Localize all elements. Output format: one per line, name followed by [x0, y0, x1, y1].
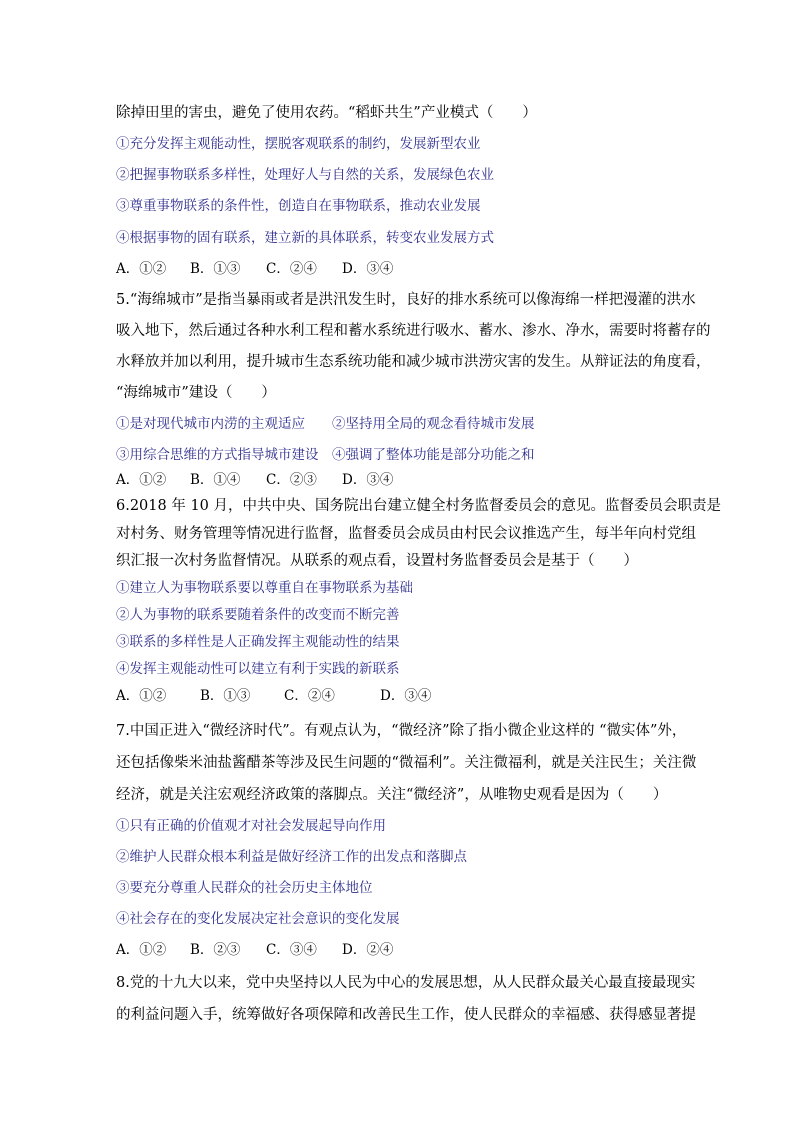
q8-stem-line: 的利益问题入手，统筹做好各项保障和改善民生工作，使人民群众的幸福感、获得感显著提	[116, 1007, 696, 1023]
q7-answer-d: D．②④	[342, 942, 394, 958]
q5-stem-line: 水释放并加以利用，提升城市生态系统功能和减少城市洪涝灾害的发生。从辩证法的角度看，	[116, 354, 711, 370]
q5-answer-c: C．②③	[266, 472, 317, 488]
q7-option-4: ④社会存在的变化发展决定社会意识的变化发展	[116, 911, 400, 927]
q4-option-4: ④根据事物的固有联系，建立新的具体联系，转变农业发展方式	[116, 230, 494, 246]
q7-stem-line: 7.中国正进入“微经济时代”。有观点认为，“微经济”除了指小微企业这样的 “微实体”外，	[116, 723, 687, 739]
q8-stem-line: 8.党的十九大以来，党中央坚持以人民为中心的发展思想，从人民群众最关心最直接最现实	[116, 975, 696, 991]
q6-stem-line: 织汇报一次村务监督情况。从联系的观点看，设置村务监督委员会是基于（ ）	[116, 553, 638, 569]
q6-option-3: ③联系的多样性是人正确发挥主观能动性的结果	[116, 634, 400, 650]
q7-option-3: ③要充分尊重人民群众的社会历史主体地位	[116, 880, 373, 896]
q7-answer-c: C．③④	[266, 942, 317, 958]
q5-options-row-1: ①是对现代城市内涝的主观适应 ②坚持用全局的观念看待城市发展	[116, 416, 535, 432]
q4-stem-line: 除掉田里的害虫，避免了使用农药。“稻虾共生”产业模式（ ）	[116, 105, 537, 121]
q7-option-1: ①只有正确的价值观才对社会发展起导向作用	[116, 818, 386, 834]
q5-options-row-2: ③用综合思维的方式指导城市建设 ④强调了整体功能是部分功能之和	[116, 447, 535, 463]
q7-stem-line: 经济，就是关注宏观经济政策的落脚点。关注“微经济”，从唯物史观看是因为（ ）	[116, 787, 668, 803]
q4-option-1: ①充分发挥主观能动性，摆脱客观联系的制约，发展新型农业	[116, 136, 481, 152]
q7-answer-choices	[116, 940, 393, 960]
q5-stem-line: “海绵城市”建设（ ）	[116, 385, 276, 401]
q6-stem-line: 6.2018 年 10 月，中共中央、国务院出台建立健全村务监督委员会的意见。监督委员会职责是	[116, 498, 722, 514]
q4-answer-d: D．③④	[342, 261, 394, 277]
q5-answer-d: D．③④	[342, 472, 394, 488]
q4-option-2: ②把握事物联系多样性，处理好人与自然的关系，发展绿色农业	[116, 167, 494, 183]
q6-option-1: ①建立人为事物联系要以尊重自在事物联系为基础	[116, 580, 413, 596]
q6-answer-d: D．③④	[380, 688, 432, 704]
q5-answer-b: B．①④	[190, 472, 241, 488]
q4-answer-b: B．①③	[190, 261, 241, 277]
q6-answer-a: A．①②	[116, 688, 167, 704]
q4-answer-a: A．①②	[116, 261, 167, 277]
q7-answer-a: A．①②	[116, 942, 167, 958]
q6-answer-choices	[116, 686, 431, 706]
q4-answer-c: C．②④	[266, 261, 317, 277]
q6-stem-line: 对村务、财务管理等情况进行监督，监督委员会成员由村民会议推选产生，每半年向村党组	[116, 526, 696, 542]
q6-answer-b: B．①③	[200, 688, 251, 704]
q5-stem-line: 吸入地下，然后通过各种水利工程和蓄水系统进行吸水、蓄水、渗水、净水，需要时将蓄存的	[116, 323, 711, 339]
q7-option-2: ②维护人民群众根本利益是做好经济工作的出发点和落脚点	[116, 849, 467, 865]
q7-stem-line: 还包括像柴米油盐酱醋茶等涉及民生问题的“微福利”。关注微福利，就是关注民生；关注微	[116, 755, 697, 771]
q6-answer-c: C．②④	[284, 688, 335, 704]
q5-stem-line: 5.“海绵城市”是指当暴雨或者是洪汛发生时，良好的排水系统可以像海绵一样把漫灌的洪水	[116, 292, 696, 308]
q4-option-3: ③尊重事物联系的条件性，创造自在事物联系，推动农业发展	[116, 198, 481, 214]
q5-answer-choices	[116, 470, 393, 490]
q4-answer-choices	[116, 259, 393, 279]
q6-option-2: ②人为事物的联系要随着条件的改变而不断完善	[116, 607, 400, 623]
q6-option-4: ④发挥主观能动性可以建立有利于实践的新联系	[116, 661, 400, 677]
q5-answer-a: A．①②	[116, 472, 167, 488]
q7-answer-b: B．②③	[190, 942, 241, 958]
